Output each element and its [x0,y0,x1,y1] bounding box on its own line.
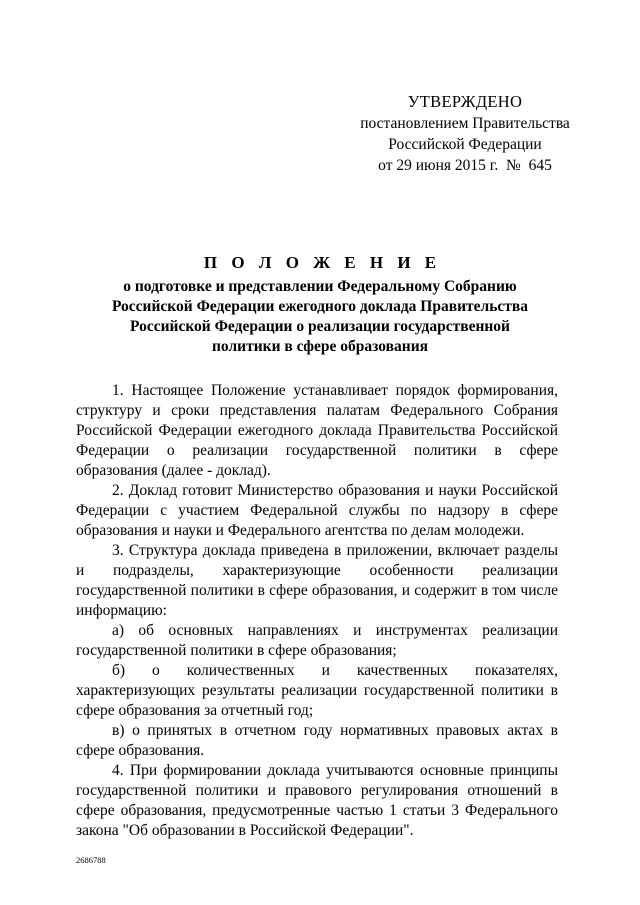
approval-date-line: от 29 июня 2015 г. № 645 [378,157,552,174]
document-subtitle-line-4: политики в сфере образования [211,338,429,355]
approval-line-1: постановлением Правительства [360,115,570,132]
paragraph-1: 1. Настоящее Положение устанавливает порядок формирования, структуру и сроки представления палатам Федерального Собрания Российской Федерации ежегодного доклада Правительства Российской Федерации о реализации государственной политики в сфере образования (далее - доклад). [76,382,558,479]
paragraph-3c: в) о принятых в отчетном году нормативных правовых актах в сфере образования. [76,722,558,759]
paragraph-4: 4. При формировании доклада учитываются основные принципы государственной политики и правового регулирования отношений в сфере образования, предусмотренные частью 1 статьи 3 Федерального закона "Об образовании в Российской Федерации". [76,762,558,839]
paragraph-3a: а) об основных направлениях и инструментах реализации государственной политики в сфере образования; [76,622,558,659]
document-subtitle-line-2: Российской Федерации ежегодного доклада Правительства [111,298,529,315]
paragraph-2: 2. Доклад готовит Министерство образования и науки Российской Федерации с участием Федеральной службы по надзору в сфере образования и науки и Федерального агентства по делам молодежи. [76,482,558,539]
approval-stamp: УТВЕРЖДЕНО [407,92,523,111]
paragraph-3: 3. Структура доклада приведена в приложении, включает разделы и подразделы, характеризующие особенности реализации государственной политики в сфере образования, и содержит в том числе информацию: [76,542,558,619]
document-subtitle-line-1: о подготовке и представлении Федеральному Собранию [123,278,517,295]
document-id: 2686788 [76,855,106,865]
document-heading [80,252,560,357]
document-body [76,381,558,841]
document-title: П О Л О Ж Е Н И Е [203,253,442,272]
document-subtitle-line-3: Российской Федерации о реализации государственной [130,318,510,335]
approval-line-2: Российской Федерации [388,136,542,153]
approval-block [320,91,610,176]
paragraph-3b: б) о количественных и качественных показателях, характеризующих результаты реализации государственной политики в сфере образования за отчетный год; [76,662,558,719]
